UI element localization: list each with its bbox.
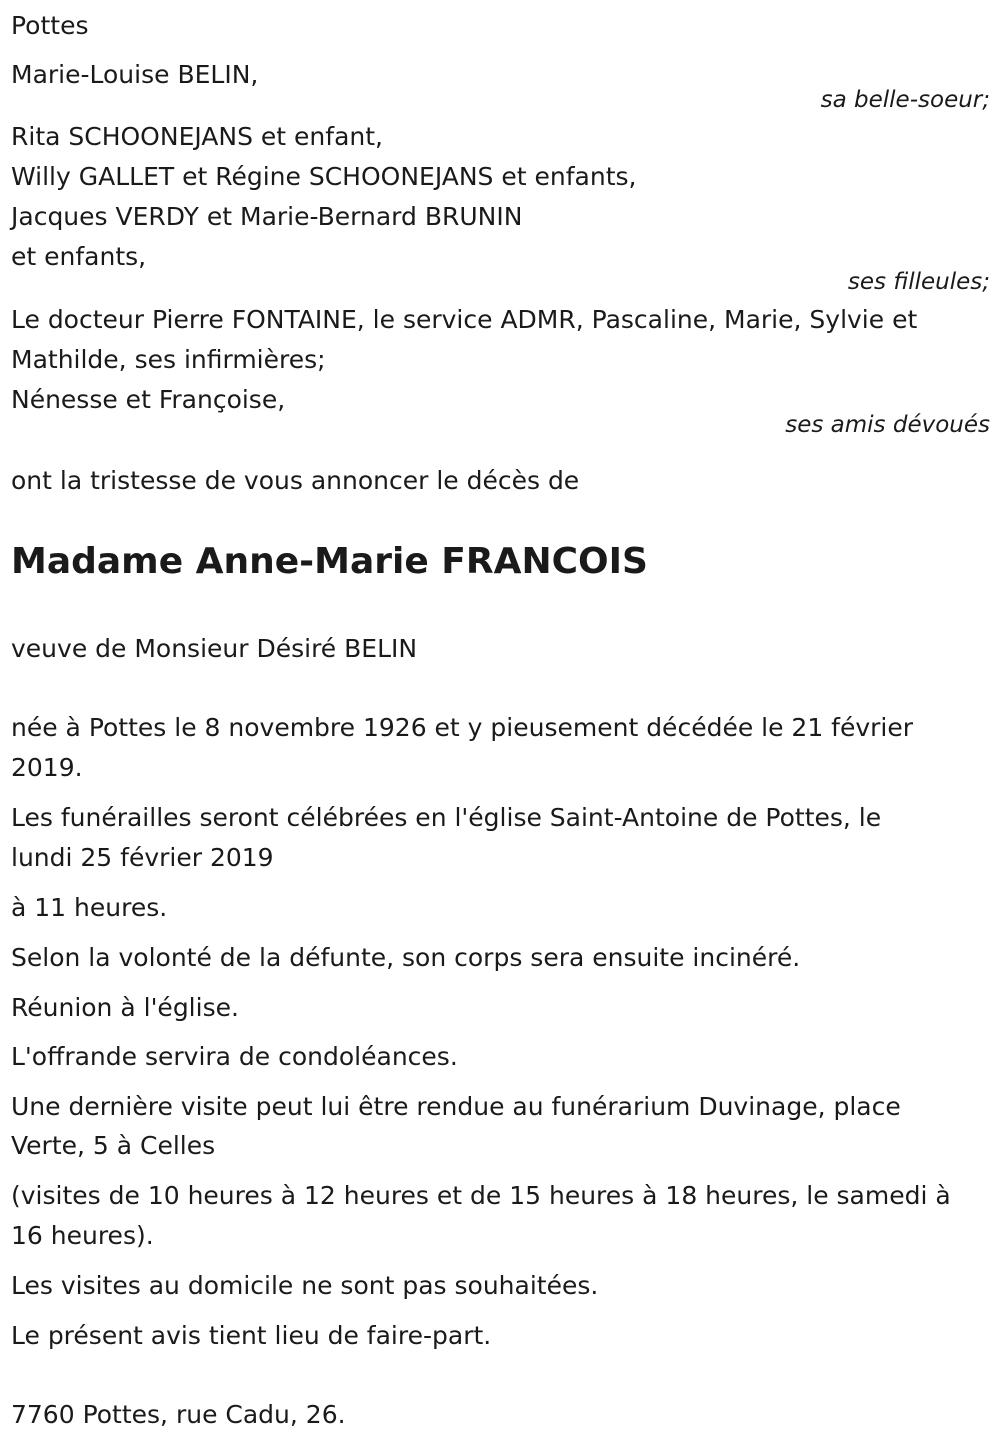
deceased-name: Madame Anne-Marie FRANCOIS bbox=[11, 541, 648, 582]
offering-text: L'offrande servira de condoléances. bbox=[11, 1042, 458, 1071]
funeral-time: à 11 heures. bbox=[11, 893, 168, 922]
cremation-text: Selon la volonté de la défunte, son corps sera ensuite incinéré. bbox=[11, 943, 801, 972]
goddaughters-role: ses filleules; bbox=[847, 269, 990, 295]
visit-line: Verte, 5 à Celles bbox=[11, 1131, 216, 1160]
meeting-text: Réunion à l'église. bbox=[11, 993, 239, 1022]
friends-line: Nénesse et Françoise, bbox=[11, 385, 286, 414]
friends-line: Le docteur Pierre FONTAINE, le service ADMR, Pascaline, Marie, Sylvie et bbox=[11, 305, 918, 334]
visit-line: Une dernière visite peut lui être rendue au funérarium Duvinage, place bbox=[11, 1092, 901, 1121]
announcement-text: ont la tristesse de vous annoncer le décès de bbox=[11, 466, 580, 495]
place-heading: Pottes bbox=[11, 11, 89, 40]
goddaughter-line: Rita SCHOONEJANS et enfant, bbox=[11, 122, 383, 151]
widow-of-text: veuve de Monsieur Désiré BELIN bbox=[11, 634, 418, 663]
friends-line: Mathilde, ses infirmières; bbox=[11, 345, 326, 374]
goddaughter-line: et enfants, bbox=[11, 242, 147, 271]
funeral-line: Les funérailles seront célébrées en l'église Saint-Antoine de Pottes, le bbox=[11, 803, 882, 832]
funeral-line: lundi 25 février 2019 bbox=[11, 843, 274, 872]
birth-death-line: 2019. bbox=[11, 753, 83, 782]
birth-death-line: née à Pottes le 8 novembre 1926 et y pieusement décédée le 21 février bbox=[11, 713, 914, 742]
friends-role: ses amis dévoués bbox=[785, 412, 990, 438]
goddaughter-line: Willy GALLET et Régine SCHOONEJANS et enfants, bbox=[11, 162, 637, 191]
address-text: 7760 Pottes, rue Cadu, 26. bbox=[11, 1400, 346, 1429]
sister-in-law-line: Marie-Louise BELIN, bbox=[11, 60, 259, 89]
sister-in-law-role: sa belle-soeur; bbox=[820, 87, 990, 113]
visit-hours-line: 16 heures). bbox=[11, 1221, 154, 1250]
notice-text: Le présent avis tient lieu de faire-part. bbox=[11, 1321, 492, 1350]
goddaughter-line: Jacques VERDY et Marie-Bernard BRUNIN bbox=[11, 202, 523, 231]
visit-hours-line: (visites de 10 heures à 12 heures et de 15 heures à 18 heures, le samedi à bbox=[11, 1181, 951, 1210]
home-visits-text: Les visites au domicile ne sont pas souhaitées. bbox=[11, 1271, 599, 1300]
